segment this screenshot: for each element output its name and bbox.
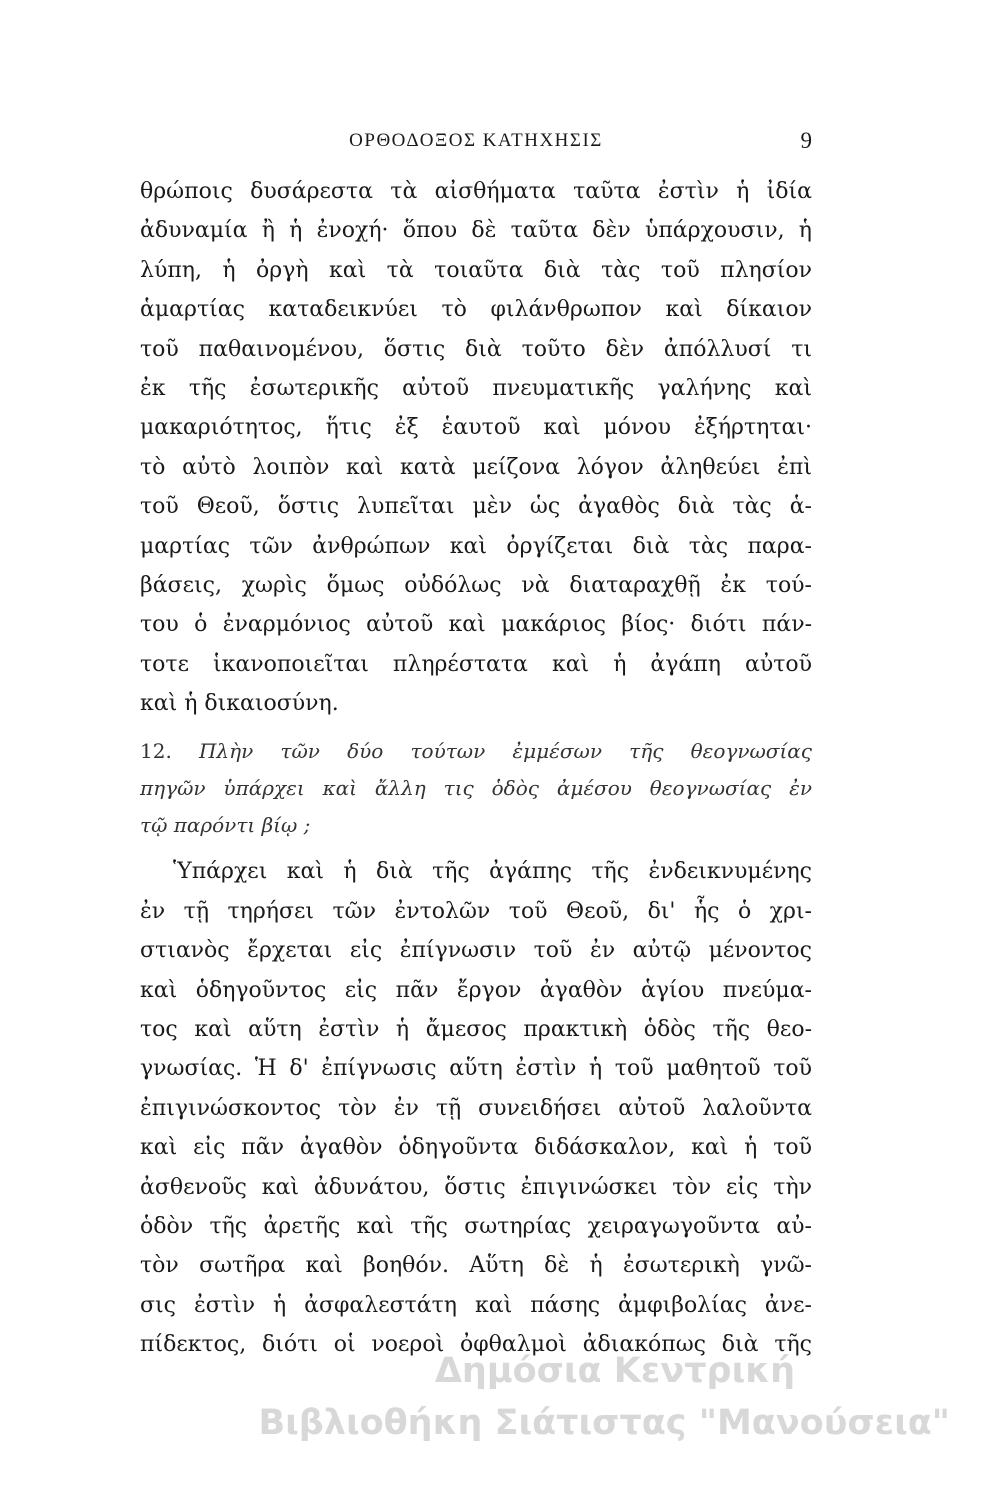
text-line: βάσεις, χωρὶς ὅμως οὐδόλως νὰ διαταραχθῇ ἐκ τού- <box>140 572 812 598</box>
library-watermark <box>190 1345 950 1449</box>
page-header <box>140 130 812 160</box>
question-line-2: πηγῶν ὑπάρχει καὶ ἄλλη τις ὁδὸς ἀμέσου θεογνωσίας ἐν <box>140 776 812 801</box>
question-line-1 <box>140 733 812 770</box>
question-text: Πλὴν τῶν δύο τούτων ἐμμέσων τῆς θεογνωσίας <box>198 739 813 764</box>
text-line: πίδεκτος, διότι οἱ νοεροὶ ὀφθαλμοὶ ἀδιακόπως διὰ τῆς <box>140 1332 812 1358</box>
text-line: μακαριότητος, ἥτις ἐξ ἑαυτοῦ καὶ μόνου ἐξήρτηται· <box>140 415 812 441</box>
page-number: 9 <box>800 128 812 153</box>
text-line: καὶ ὁδηγοῦντος εἰς πᾶν ἔργον ἀγαθὸν ἁγίου πνεύμα- <box>140 977 812 1003</box>
text-line: τοῦ παθαινομένου, ὅστις διὰ τοῦτο δὲν ἀπόλλυσί τι <box>140 336 812 362</box>
watermark-line-2: Βιβλιοθήκη Σιάτιστας "Μανούσεια" <box>258 1403 950 1443</box>
text-line: τοτε ἱκανοποιεῖται πληρέστατα καὶ ἡ ἀγάπη αὐτοῦ <box>140 651 812 677</box>
text-line: στιανὸς ἔρχεται εἰς ἐπίγνωσιν τοῦ ἐν αὐτῷ μένοντος <box>140 938 812 964</box>
paragraph-1 <box>140 172 812 723</box>
text-line: ἐκ τῆς ἐσωτερικῆς αὐτοῦ πνευματικῆς γαλήνης καὶ <box>140 375 812 401</box>
text-line: ὁδὸν τῆς ἀρετῆς καὶ τῆς σωτηρίας χειραγωγοῦντα αὐ- <box>140 1213 812 1239</box>
text-line: τὸ αὐτὸ λοιπὸν καὶ κατὰ μείζονα λόγον ἀληθεύει ἐπὶ <box>140 454 812 480</box>
text-line: λύπη, ἡ ὀργὴ καὶ τὰ τοιαῦτα διὰ τὰς τοῦ πλησίον <box>140 257 812 283</box>
text-line: του ὁ ἐναρμόνιος αὐτοῦ καὶ μακάριος βίος· διότι πάν- <box>140 612 812 638</box>
text-line: μαρτίας τῶν ἀνθρώπων καὶ ὀργίζεται διὰ τὰς παρα- <box>140 533 812 559</box>
text-line: θρώποις δυσάρεστα τὰ αἰσθήματα ταῦτα ἐστὶν ἡ ἰδία <box>140 179 812 204</box>
running-title: ΟΡΘΟΔΟΞΟΣ ΚΑΤΗΧΗΣΙΣ <box>349 130 603 151</box>
watermark-line-1: Δημόσια Κεντρική <box>434 1351 795 1391</box>
paragraph-2 <box>140 852 812 1364</box>
question-12 <box>140 733 812 844</box>
body-text <box>140 172 812 1365</box>
question-number: 12. <box>140 739 172 764</box>
text-line: Ὑπάρχει καὶ ἡ διὰ τῆς ἀγάπης τῆς ἐνδεικνυμένης <box>173 859 812 885</box>
text-line: ἀδυναμία ἢ ἡ ἐνοχή· ὅπου δὲ ταῦτα δὲν ὑπάρχουσιν, ἡ <box>140 218 812 244</box>
text-line: τοῦ Θεοῦ, ὅστις λυπεῖται μὲν ὡς ἀγαθὸς διὰ τὰς ἁ- <box>140 494 812 520</box>
text-line: ἐπιγινώσκοντος τὸν ἐν τῇ συνειδήσει αὐτοῦ λαλοῦντα <box>140 1095 812 1121</box>
text-line: σις ἐστὶν ἡ ἀσφαλεστάτη καὶ πάσης ἀμφιβολίας ἀνε- <box>140 1292 812 1318</box>
text-line: καὶ ἡ δικαιοσύνη. <box>140 691 339 717</box>
text-line: τὸν σωτῆρα καὶ βοηθόν. Αὕτη δὲ ἡ ἐσωτερικὴ γνῶ- <box>140 1253 812 1279</box>
text-line: τος καὶ αὕτη ἐστὶν ἡ ἄμεσος πρακτικὴ ὁδὸς τῆς θεο- <box>140 1017 812 1043</box>
text-line: ἁμαρτίας καταδεικνύει τὸ φιλάνθρωπον καὶ δίκαιον <box>140 297 812 323</box>
text-line: γνωσίας. Ἡ δ' ἐπίγνωσις αὕτη ἐστὶν ἡ τοῦ μαθητοῦ τοῦ <box>140 1056 812 1082</box>
text-line: ἀσθενοῦς καὶ ἀδυνάτου, ὅστις ἐπιγινώσκει τὸν εἰς τὴν <box>140 1174 812 1200</box>
text-line: ἐν τῇ τηρήσει τῶν ἐντολῶν τοῦ Θεοῦ, δι' ἧς ὁ χρι- <box>140 898 812 924</box>
text-line: καὶ εἰς πᾶν ἀγαθὸν ὁδηγοῦντα διδάσκαλον, καὶ ἡ τοῦ <box>140 1135 812 1161</box>
question-line-3: τῷ παρόντι βίῳ ; <box>140 813 311 838</box>
